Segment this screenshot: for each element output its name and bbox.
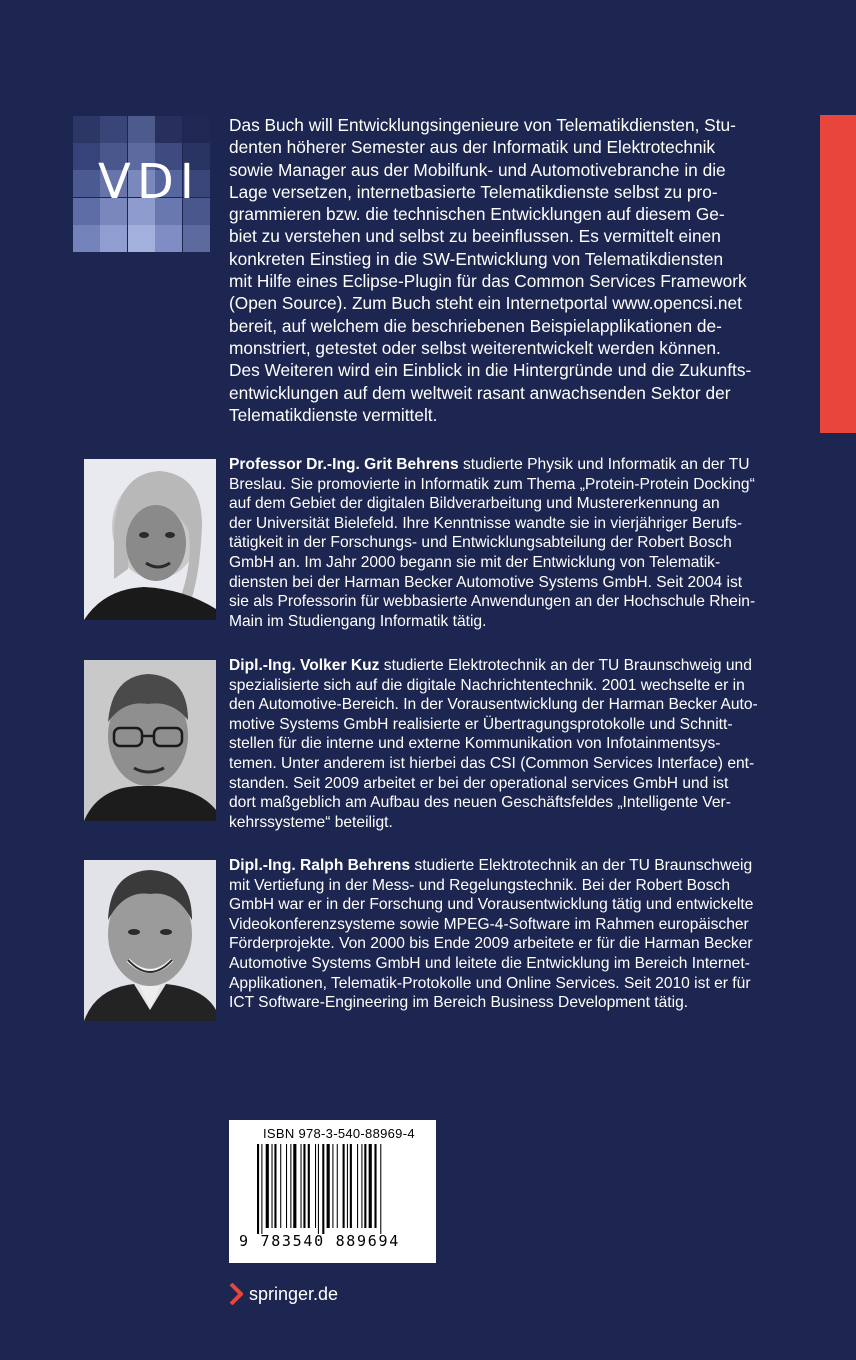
barcode-bar: [318, 1144, 319, 1234]
bio-line: stellen für die interne und externe Kommunikation von Infotainmentsys-: [229, 735, 721, 753]
barcode-bar: [364, 1144, 366, 1228]
logo-tile: [155, 225, 182, 252]
bio-line: mit Vertiefung in der Mess- und Regelungstechnik. Bei der Robert Bosch: [229, 876, 730, 894]
barcode-bar: [343, 1144, 345, 1228]
bio-line: standen. Seit 2009 arbeitet er bei der operational services GmbH und ist: [229, 774, 729, 792]
logo-tile: [73, 198, 100, 225]
bio-line: spezialisierte sich auf die digitale Nachrichtentechnik. 2001 wechselte er in: [229, 676, 745, 694]
bio-line: Main im Studiengang Informatik tätig.: [229, 612, 487, 630]
bio-line: kehrssysteme“ beteiligt.: [229, 813, 393, 831]
bio-line: diensten bei der Harman Becker Automotive Systems GmbH. Seit 2004 ist: [229, 573, 743, 591]
bio-line: Breslau. Sie promovierte in Informatik zum Thema „Protein-Protein Docking“: [229, 475, 755, 493]
description-line: (Open Source). Zum Buch steht ein Internetportal www.opencsi.net: [229, 293, 742, 314]
logo-tile: [155, 116, 182, 143]
author-photo-volker-kuz: [84, 660, 216, 821]
barcode-bar: [303, 1144, 305, 1228]
author-name: Dipl.-Ing. Ralph Behrens: [229, 857, 411, 874]
bio-line: Förderprojekte. Von 2000 bis Ende 2009 arbeitete er für die Harman Becker: [229, 935, 753, 953]
barcode-bar: [327, 1144, 330, 1228]
barcode-bars: [257, 1144, 417, 1234]
description-line: sowie Manager aus der Mobilfunk- und Automotivebranche in die: [229, 159, 726, 180]
logo-tile: [100, 116, 127, 143]
barcode-bar: [337, 1144, 338, 1228]
description-line: denten höherer Semester aus der Informatik und Elektrotechnik: [229, 137, 716, 158]
isbn-digits: 9 783540 889694: [239, 1232, 400, 1250]
bio-line: Applikationen, Telematik-Protokolle und Online Services. Seit 2010 ist er für: [229, 974, 751, 992]
barcode-bar: [290, 1144, 291, 1228]
barcode-bar: [257, 1144, 259, 1234]
barcode-bar: [380, 1144, 381, 1234]
bio-line: den Automotive-Bereich. In der Vorausentwicklung der Harman Becker Auto-: [229, 696, 758, 714]
bio-line: GmbH an. Im Jahr 2000 begann sie mit der Entwicklung von Telematik-: [229, 553, 721, 571]
bio-text: studierte Elektrotechnik an der TU Braunschweig und: [379, 657, 752, 674]
bio-line: dort maßgeblich am Aufbau des neuen Geschäftsfeldes „Intelligente Ver-: [229, 794, 731, 812]
isbn-barcode: [229, 1120, 436, 1263]
barcode-bar: [266, 1144, 269, 1228]
barcode-bar: [272, 1144, 273, 1228]
barcode-bar: [347, 1144, 348, 1228]
barcode-bar: [293, 1144, 296, 1228]
cover-accent-tab: [820, 115, 856, 433]
barcode-bar: [261, 1144, 262, 1234]
description-line: Das Buch will Entwicklungsingenieure von Telematikdiensten, Stu-: [229, 115, 736, 135]
author-name: Dipl.-Ing. Volker Kuz: [229, 657, 380, 674]
bio-first-line: [229, 455, 814, 475]
author-bio-volker-kuz: [229, 656, 814, 832]
barcode-bar: [350, 1144, 352, 1228]
barcode-bar: [274, 1144, 276, 1228]
publisher-link[interactable]: [229, 1280, 338, 1308]
publisher-url: springer.de: [249, 1283, 339, 1304]
bio-line: tätigkeit in der Forschungs- und Entwicklungsabteilung der Robert Bosch: [229, 534, 732, 552]
description-line: konkreten Einstieg in die SW-Entwicklung von Telematikdiensten: [229, 248, 724, 269]
description-line: entwicklungen auf dem weltweit rasant anwachsenden Sektor der: [229, 382, 731, 403]
logo-tile: [73, 143, 100, 170]
barcode-bar: [322, 1144, 324, 1234]
bio-line: Videokonferenzsysteme sowie MPEG-4-Software im Rahmen europäischer: [229, 915, 749, 933]
isbn-label: ISBN 978-3-540-88969-4: [263, 1126, 415, 1141]
bio-line: ICT Software-Engineering im Bereich Business Development tätig.: [229, 994, 689, 1012]
bio-line: Automotive Systems GmbH und leitete die Entwicklung im Bereich Internet-: [229, 954, 750, 972]
barcode-bar: [286, 1144, 287, 1228]
author-bio-grit-behrens: [229, 455, 814, 631]
barcode-bar: [361, 1144, 362, 1228]
logo-tile: [100, 225, 127, 252]
book-description: [229, 114, 809, 426]
logo-tile: [128, 116, 155, 143]
barcode-bar: [357, 1144, 358, 1228]
author-photo-ralph-behrens: [84, 860, 216, 1021]
description-line: Lage versetzen, internetbasierte Telematikdienste selbst zu pro-: [229, 181, 718, 202]
logo-tile: [73, 225, 100, 252]
description-line: monstriert, getestet oder selbst weiterentwickelt werden können.: [229, 337, 721, 358]
logo-tile: [73, 170, 100, 197]
bio-text: studierte Physik und Informatik an der TU: [458, 456, 750, 473]
logo-tile: [128, 225, 155, 252]
barcode-bar: [332, 1144, 333, 1228]
author-name: Professor Dr.-Ing. Grit Behrens: [229, 456, 459, 473]
description-line: grammieren bzw. die technischen Entwicklungen auf diesem Ge-: [229, 204, 725, 225]
author-photo-grit-behrens: [84, 459, 216, 620]
description-line: Des Weiteren wird ein Einblick in die Hintergründe und die Zukunfts-: [229, 360, 752, 381]
barcode-bar: [280, 1144, 281, 1228]
bio-line: GmbH war er in der Forschung und Vorausentwicklung tätig und entwickelte: [229, 896, 754, 914]
chevron-right-icon: [229, 1283, 243, 1305]
bio-text: studierte Elektrotechnik an der TU Braunschweig: [410, 857, 753, 874]
barcode-bar: [315, 1144, 316, 1228]
description-line: Telematikdienste vermittelt.: [229, 404, 438, 425]
bio-line: sie als Professorin für webbasierte Anwendungen an der Hochschule Rhein-: [229, 593, 756, 611]
description-line: bereit, auf welchem die beschriebenen Beispielapplikationen de-: [229, 315, 722, 336]
logo-tile: [183, 225, 210, 252]
bio-first-line: [229, 856, 814, 876]
description-line: biet zu verstehen und selbst zu beeinflussen. Es vermittelt einen: [229, 226, 721, 247]
barcode-bar: [308, 1144, 310, 1228]
logo-tile: [73, 116, 100, 143]
barcode-bar: [369, 1144, 372, 1228]
vdi-logo-text: VDI: [98, 154, 200, 210]
bio-line: der Universität Bielefeld. Ihre Kenntnisse wandte sie in vierjähriger Berufs-: [229, 514, 743, 532]
barcode-bar: [301, 1144, 302, 1228]
bio-line: motive Systems GmbH realisierte er Übertragungsprotokolle und Schnitt-: [229, 715, 733, 733]
bio-line: temen. Unter anderem ist hierbei das CSI (Common Services Interface) ent-: [229, 754, 755, 772]
logo-tile: [183, 116, 210, 143]
author-bio-ralph-behrens: [229, 856, 814, 1013]
bio-first-line: [229, 656, 814, 676]
bio-line: auf dem Gebiet der digitalen Bildverarbeitung und Mustererkennung an: [229, 495, 720, 513]
description-line: mit Hilfe eines Eclipse-Plugin für das Common Services Framework: [229, 271, 747, 292]
barcode-bar: [374, 1144, 376, 1228]
